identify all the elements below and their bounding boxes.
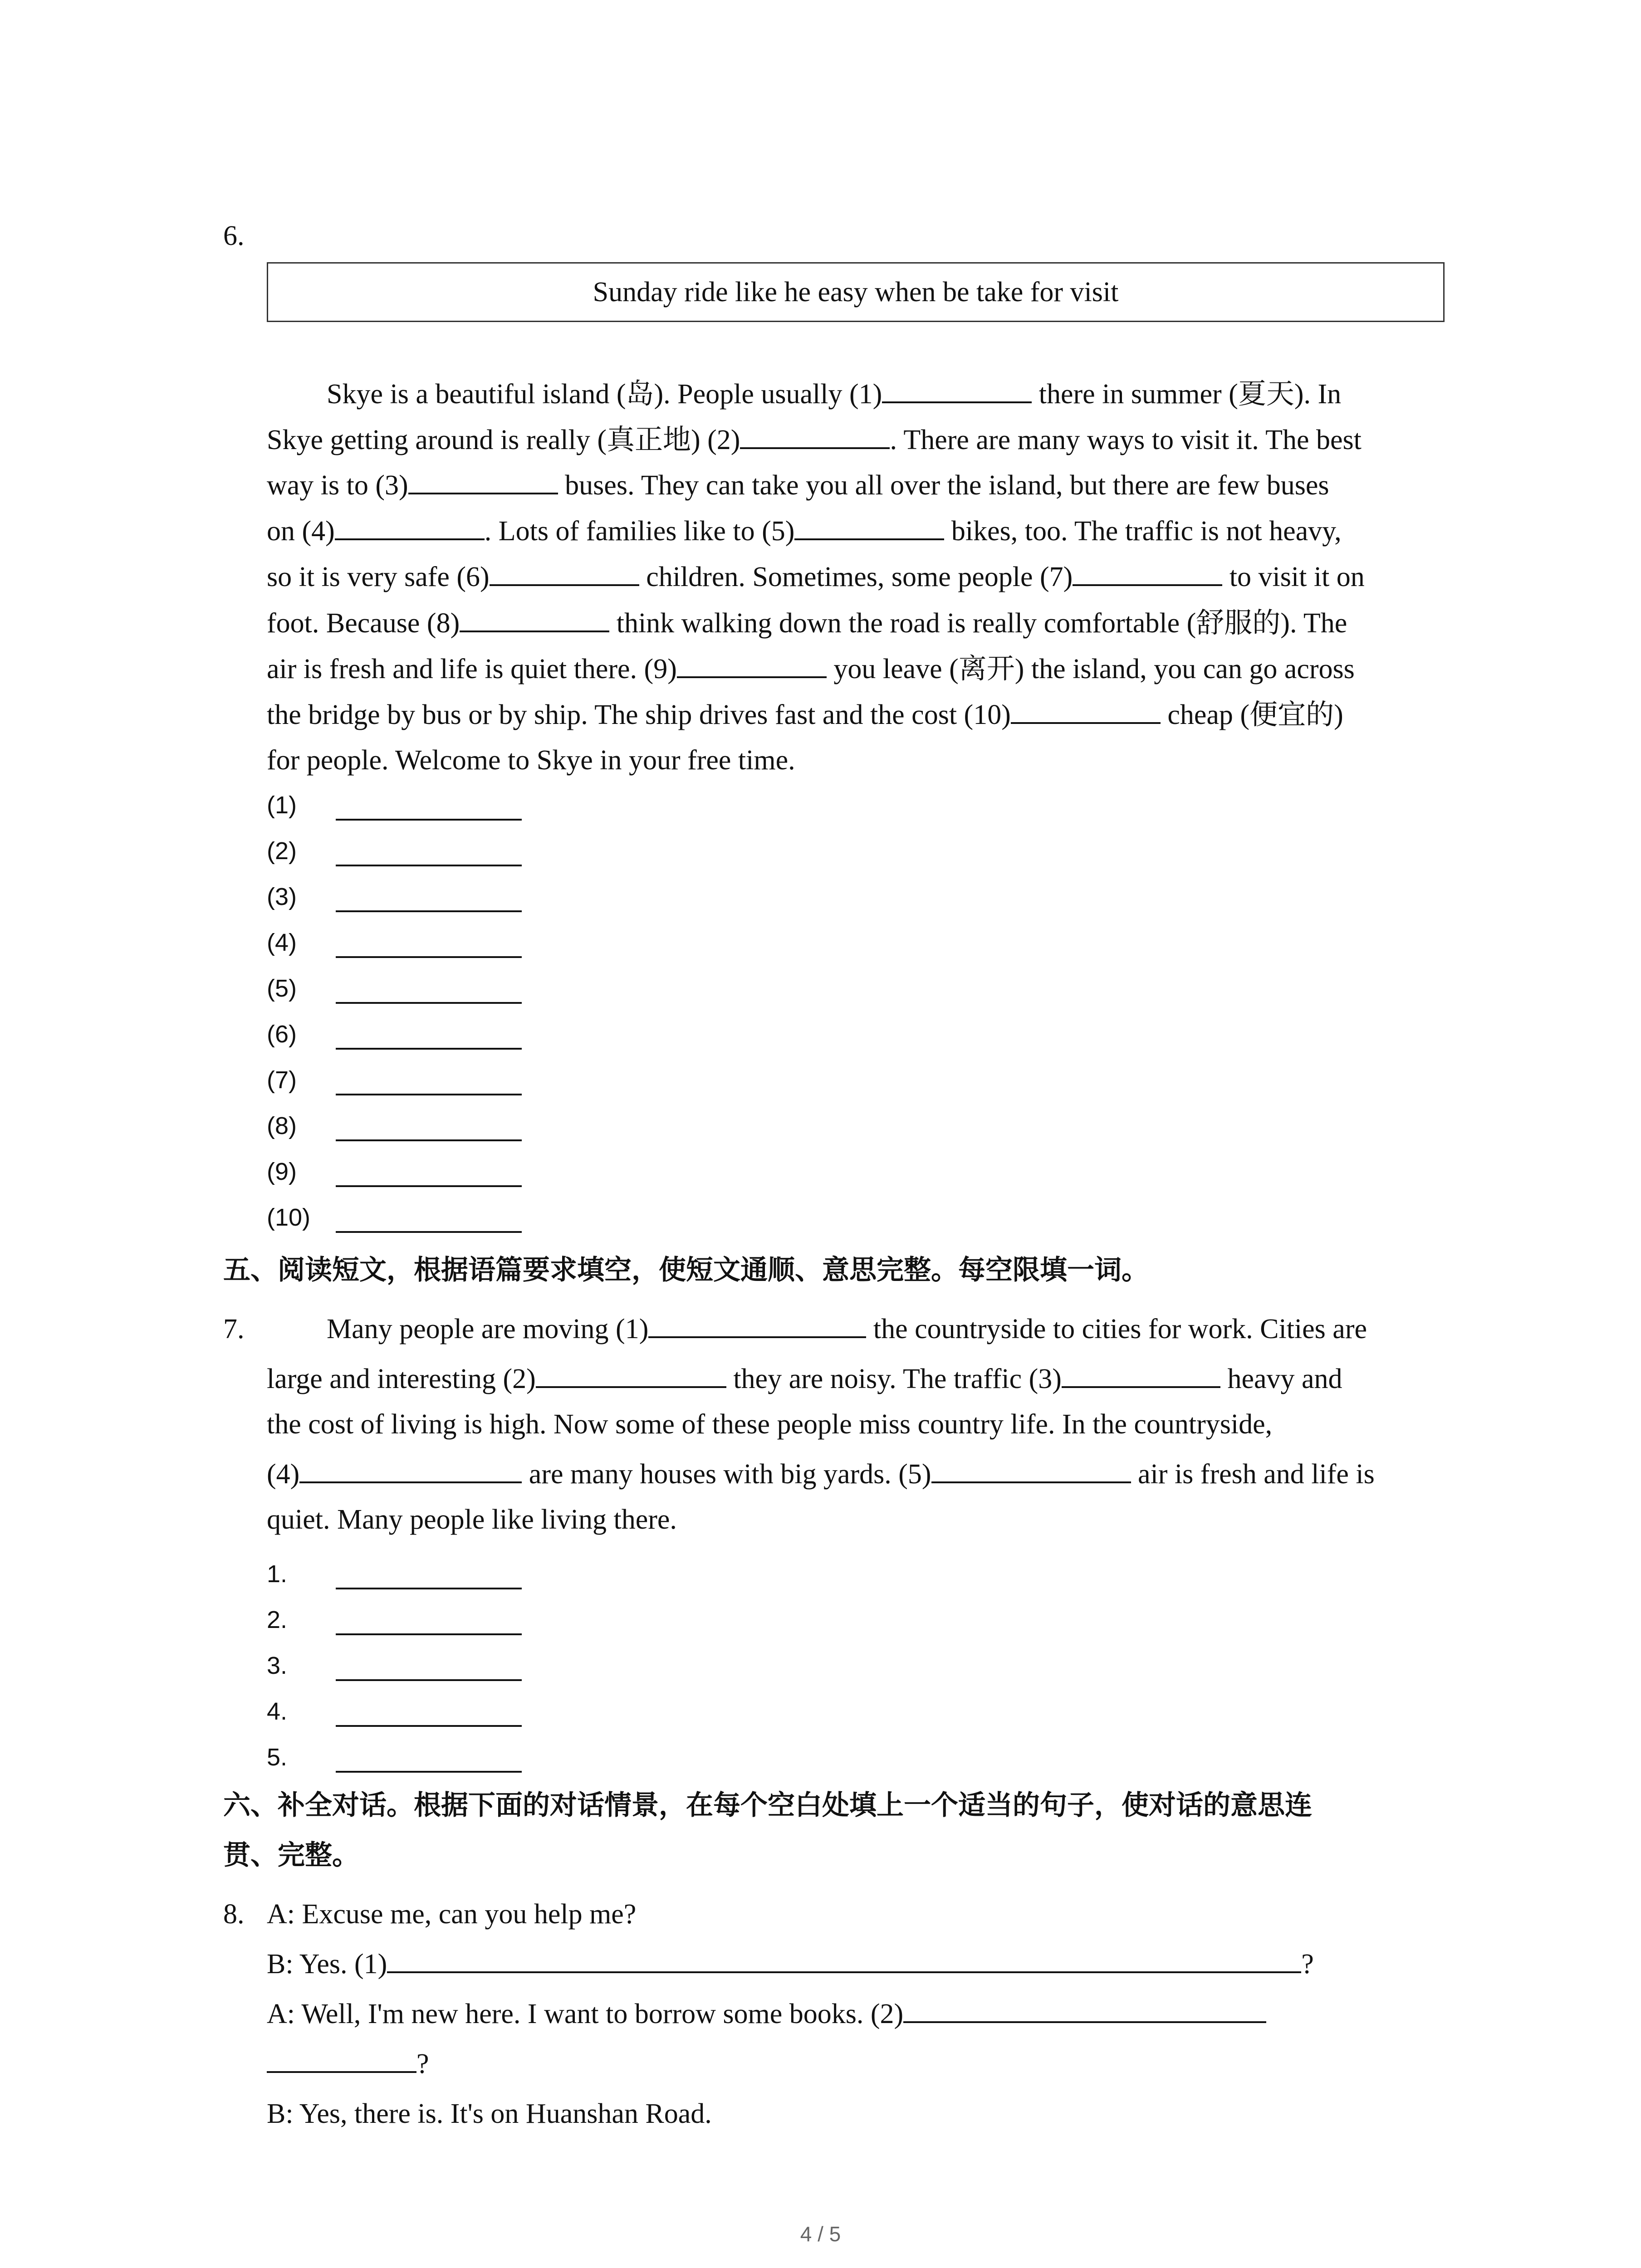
q6-line	[267, 600, 1347, 646]
q6-text: foot. Because (8)	[267, 608, 460, 639]
q6-text: . There are many ways to visit it. The best	[890, 425, 1362, 455]
q6-blank[interactable]	[335, 511, 485, 540]
q8-line-a2-prefix: A: Well, I'm new here. I want to borrow some books. (2)	[267, 1999, 904, 2029]
q7-blank[interactable]	[299, 1454, 522, 1483]
q8-line-b1-prefix: B: Yes. (1)	[267, 1949, 387, 1980]
q6-answer-label: (4)	[267, 929, 297, 956]
q6-answer-label: (7)	[267, 1066, 297, 1094]
q6-text: 真正地	[607, 423, 691, 456]
q6-text: 舒服的	[1196, 606, 1281, 639]
q6-text: buses. They can take you all over the island, but there are few buses	[558, 470, 1329, 501]
q6-answer-label: (10)	[267, 1204, 311, 1231]
q6-blank[interactable]	[794, 511, 944, 540]
q7-text: heavy and	[1220, 1364, 1342, 1394]
q6-text: bikes, too. The traffic is not heavy,	[944, 516, 1342, 547]
q7-line	[327, 1306, 1367, 1352]
q6-line	[267, 417, 1362, 463]
q8-line-b1-suffix: ?	[1301, 1949, 1314, 1980]
q8-number: 8.	[223, 1899, 245, 1930]
q6-answer-line[interactable]	[336, 1094, 522, 1095]
q6-text: children. Sometimes, some people (7)	[639, 562, 1073, 592]
q8-line-b2: B: Yes, there is. It's on Huanshan Road.	[267, 2098, 712, 2129]
word-bank-text: Sunday ride like he easy when be take for visit	[593, 276, 1119, 308]
q6-text: on (4)	[267, 516, 335, 547]
q6-text: Skye getting around is really (	[267, 425, 607, 455]
q6-answer-line[interactable]	[336, 1048, 522, 1050]
q6-text: 夏天	[1238, 377, 1294, 410]
q7-number: 7.	[223, 1314, 245, 1344]
q6-text: air is fresh and life is quiet there. (9)	[267, 654, 677, 684]
q6-text: think walking down the road is really comfortable (	[609, 608, 1196, 639]
q6-answer-line[interactable]	[336, 956, 522, 958]
q7-answer-label: 4.	[267, 1698, 288, 1725]
q6-answer-label: (9)	[267, 1158, 297, 1185]
q7-text: they are noisy. The traffic (3)	[726, 1364, 1062, 1394]
page-number: 4 / 5	[800, 2222, 841, 2246]
q6-answer-label: (6)	[267, 1021, 297, 1048]
q6-text: the bridge by bus or by ship. The ship drives fast and the cost (10)	[267, 699, 1011, 730]
q7-text: quiet. Many people like living there.	[267, 1504, 677, 1535]
q7-text: the cost of living is high. Now some of these people miss country life. In the countryside,	[267, 1409, 1273, 1440]
q8-line-a2	[267, 1991, 1266, 2037]
q6-text: ). In	[1294, 379, 1342, 410]
q6-text: 离开	[958, 652, 1015, 685]
q6-answer-label: (5)	[267, 975, 297, 1002]
q6-text: way is to (3)	[267, 470, 408, 501]
q6-answer-line[interactable]	[336, 1002, 522, 1004]
q6-blank[interactable]	[1073, 557, 1222, 586]
q6-number: 6.	[223, 220, 245, 251]
q6-answer-line[interactable]	[336, 1231, 522, 1233]
q6-blank[interactable]	[740, 420, 890, 449]
q7-line	[267, 1402, 1272, 1447]
section-6-title-line1: 六、补全对话。根据下面的对话情景，在每个空白处填上一个适当的句子，使对话的意思连	[223, 1789, 1312, 1821]
q6-text: for people. Welcome to Skye in your free time.	[267, 745, 795, 776]
q7-blank[interactable]	[931, 1454, 1131, 1483]
q6-line	[267, 692, 1343, 738]
q6-blank[interactable]	[1011, 695, 1161, 724]
q6-blank[interactable]	[408, 465, 558, 494]
q7-answer-label: 1.	[267, 1560, 288, 1588]
q8-blank-1[interactable]	[387, 1944, 1301, 1973]
q8-blank-2a[interactable]	[903, 1994, 1266, 2023]
section-5-title: 五、阅读短文，根据语篇要求填空，使短文通顺、意思完整。每空限填一词。	[223, 1254, 1149, 1286]
q7-blank[interactable]	[536, 1359, 726, 1388]
q6-line	[327, 371, 1341, 417]
q6-answer-label: (2)	[267, 837, 297, 865]
q6-line	[267, 508, 1342, 554]
q6-text: you leave (	[826, 654, 959, 684]
q7-answer-label: 5.	[267, 1744, 288, 1771]
q7-answer-line[interactable]	[336, 1771, 522, 1773]
q8-line-b1	[267, 1941, 1314, 1987]
q6-text: Skye is a beautiful island (	[327, 379, 626, 410]
q6-answer-label: (8)	[267, 1112, 297, 1139]
q6-text: ). People usually (1)	[654, 379, 882, 410]
q7-line	[267, 1497, 677, 1542]
q6-text: ) the island, you can go across	[1014, 654, 1355, 684]
q6-answer-line[interactable]	[336, 1185, 522, 1187]
q6-text: to visit it on	[1222, 562, 1365, 592]
q6-text: 岛	[626, 377, 654, 410]
q6-text: 便宜的	[1249, 698, 1334, 731]
q6-blank[interactable]	[677, 649, 827, 678]
q6-blank[interactable]	[460, 603, 609, 632]
q7-answer-label: 2.	[267, 1606, 288, 1633]
q6-text: cheap (	[1160, 699, 1250, 730]
q8-line-a2-suffix: ?	[416, 2048, 429, 2079]
q6-answer-line[interactable]	[336, 865, 522, 866]
q6-answer-label: (3)	[267, 883, 297, 910]
q6-text: ) (2)	[691, 425, 740, 455]
q6-line	[267, 646, 1355, 692]
q6-answer-label: (1)	[267, 792, 297, 819]
q6-line	[267, 463, 1329, 508]
q7-answer-line[interactable]	[336, 1633, 522, 1635]
q6-text: ). The	[1280, 608, 1347, 639]
q7-blank[interactable]	[1062, 1359, 1220, 1388]
q7-answer-label: 3.	[267, 1652, 288, 1679]
word-bank-box	[267, 262, 1445, 322]
q7-blank[interactable]	[648, 1309, 866, 1338]
q8-blank-2b[interactable]	[267, 2044, 416, 2073]
q6-blank[interactable]	[882, 374, 1032, 403]
q7-line	[267, 1452, 1375, 1497]
q8-line-a2-cont	[267, 2041, 429, 2087]
q8-line-a1: A: Excuse me, can you help me?	[267, 1899, 637, 1930]
q7-text: (4)	[267, 1459, 300, 1490]
q7-text: are many houses with big yards. (5)	[522, 1459, 931, 1490]
q6-text: so it is very safe (6)	[267, 562, 490, 592]
q6-blank[interactable]	[490, 557, 639, 586]
q7-text: the countryside to cities for work. Cities are	[866, 1314, 1367, 1344]
q7-line	[267, 1356, 1342, 1402]
q7-text: Many people are moving (1)	[327, 1314, 649, 1344]
section-6-title-line2: 贯、完整。	[223, 1839, 359, 1871]
q6-text: there in summer (	[1032, 379, 1238, 410]
q7-answer-line[interactable]	[336, 1679, 522, 1681]
q6-text: )	[1334, 699, 1343, 730]
q6-answer-line[interactable]	[336, 1139, 522, 1141]
q7-answer-line[interactable]	[336, 1725, 522, 1727]
q7-answer-line[interactable]	[336, 1588, 522, 1589]
q6-line	[267, 738, 795, 783]
q7-text: large and interesting (2)	[267, 1364, 536, 1394]
q6-answer-line[interactable]	[336, 910, 522, 912]
q7-text: air is fresh and life is	[1131, 1459, 1375, 1490]
q6-text: . Lots of families like to (5)	[484, 516, 795, 547]
q6-answer-line[interactable]	[336, 819, 522, 821]
q6-line	[267, 554, 1365, 600]
